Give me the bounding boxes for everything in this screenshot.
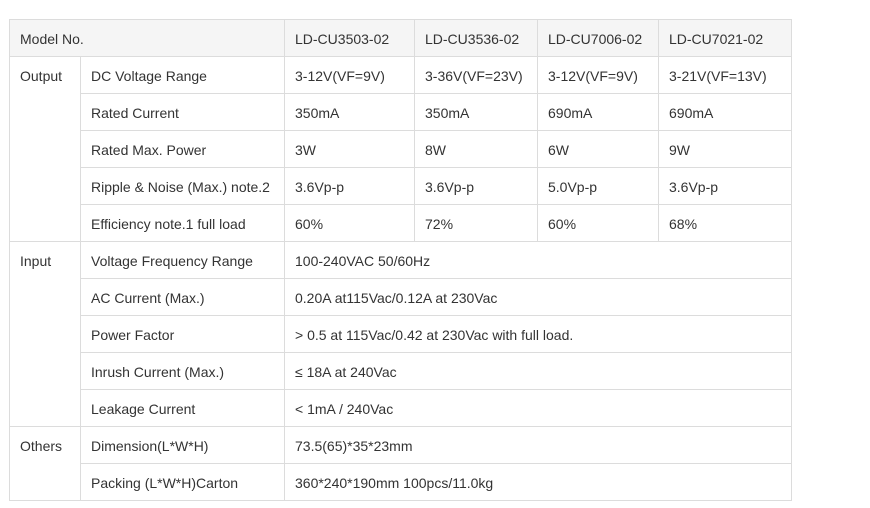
row-label: Efficiency note.1 full load (81, 205, 285, 242)
table-cell: 9W (659, 131, 792, 168)
table-row (10, 205, 792, 242)
table-cell: 350mA (415, 94, 538, 131)
table-cell: 360*240*190mm 100pcs/11.0kg (285, 464, 792, 501)
row-label: Power Factor (81, 316, 285, 353)
header-row (10, 20, 792, 57)
row-label: DC Voltage Range (81, 57, 285, 94)
group-label-output: Output (10, 57, 81, 242)
row-label: Inrush Current (Max.) (81, 353, 285, 390)
table-cell: > 0.5 at 115Vac/0.42 at 230Vac with full load. (285, 316, 792, 353)
table-cell: 73.5(65)*35*23mm (285, 427, 792, 464)
table-cell: 3-36V(VF=23V) (415, 57, 538, 94)
table-cell: 100-240VAC 50/60Hz (285, 242, 792, 279)
table-cell: < 1mA / 240Vac (285, 390, 792, 427)
table-cell: 8W (415, 131, 538, 168)
row-label: AC Current (Max.) (81, 279, 285, 316)
table-row (10, 131, 792, 168)
table-row (10, 279, 792, 316)
table-cell: 60% (285, 205, 415, 242)
table-cell: 3.6Vp-p (415, 168, 538, 205)
row-label: Rated Max. Power (81, 131, 285, 168)
table-cell: 68% (659, 205, 792, 242)
row-label: Leakage Current (81, 390, 285, 427)
table-row (10, 464, 792, 501)
table-row (10, 353, 792, 390)
table-row (10, 168, 792, 205)
table-cell: 690mA (659, 94, 792, 131)
table-row (10, 390, 792, 427)
table-cell: 3.6Vp-p (285, 168, 415, 205)
model-header: LD-CU3536-02 (415, 20, 538, 57)
row-label: Packing (L*W*H)Carton (81, 464, 285, 501)
row-label: Voltage Frequency Range (81, 242, 285, 279)
table-cell: 3.6Vp-p (659, 168, 792, 205)
row-label: Ripple & Noise (Max.) note.2 (81, 168, 285, 205)
table-cell: 5.0Vp-p (538, 168, 659, 205)
group-label-input: Input (10, 242, 81, 427)
table-row (10, 94, 792, 131)
spec-table (9, 19, 792, 501)
row-label: Dimension(L*W*H) (81, 427, 285, 464)
table-cell: 6W (538, 131, 659, 168)
table-row (10, 57, 792, 94)
group-label-others: Others (10, 427, 81, 501)
table-cell: 0.20A at115Vac/0.12A at 230Vac (285, 279, 792, 316)
table-row (10, 316, 792, 353)
table-cell: 3W (285, 131, 415, 168)
table-cell: 60% (538, 205, 659, 242)
table-cell: 3-12V(VF=9V) (538, 57, 659, 94)
model-no-label: Model No. (10, 20, 285, 57)
table-cell: 3-21V(VF=13V) (659, 57, 792, 94)
table-cell: 3-12V(VF=9V) (285, 57, 415, 94)
row-label: Rated Current (81, 94, 285, 131)
model-header: LD-CU3503-02 (285, 20, 415, 57)
table-row (10, 427, 792, 464)
table-cell: ≤ 18A at 240Vac (285, 353, 792, 390)
table-cell: 350mA (285, 94, 415, 131)
model-header: LD-CU7021-02 (659, 20, 792, 57)
table-row (10, 242, 792, 279)
table-cell: 690mA (538, 94, 659, 131)
model-header: LD-CU7006-02 (538, 20, 659, 57)
table-cell: 72% (415, 205, 538, 242)
